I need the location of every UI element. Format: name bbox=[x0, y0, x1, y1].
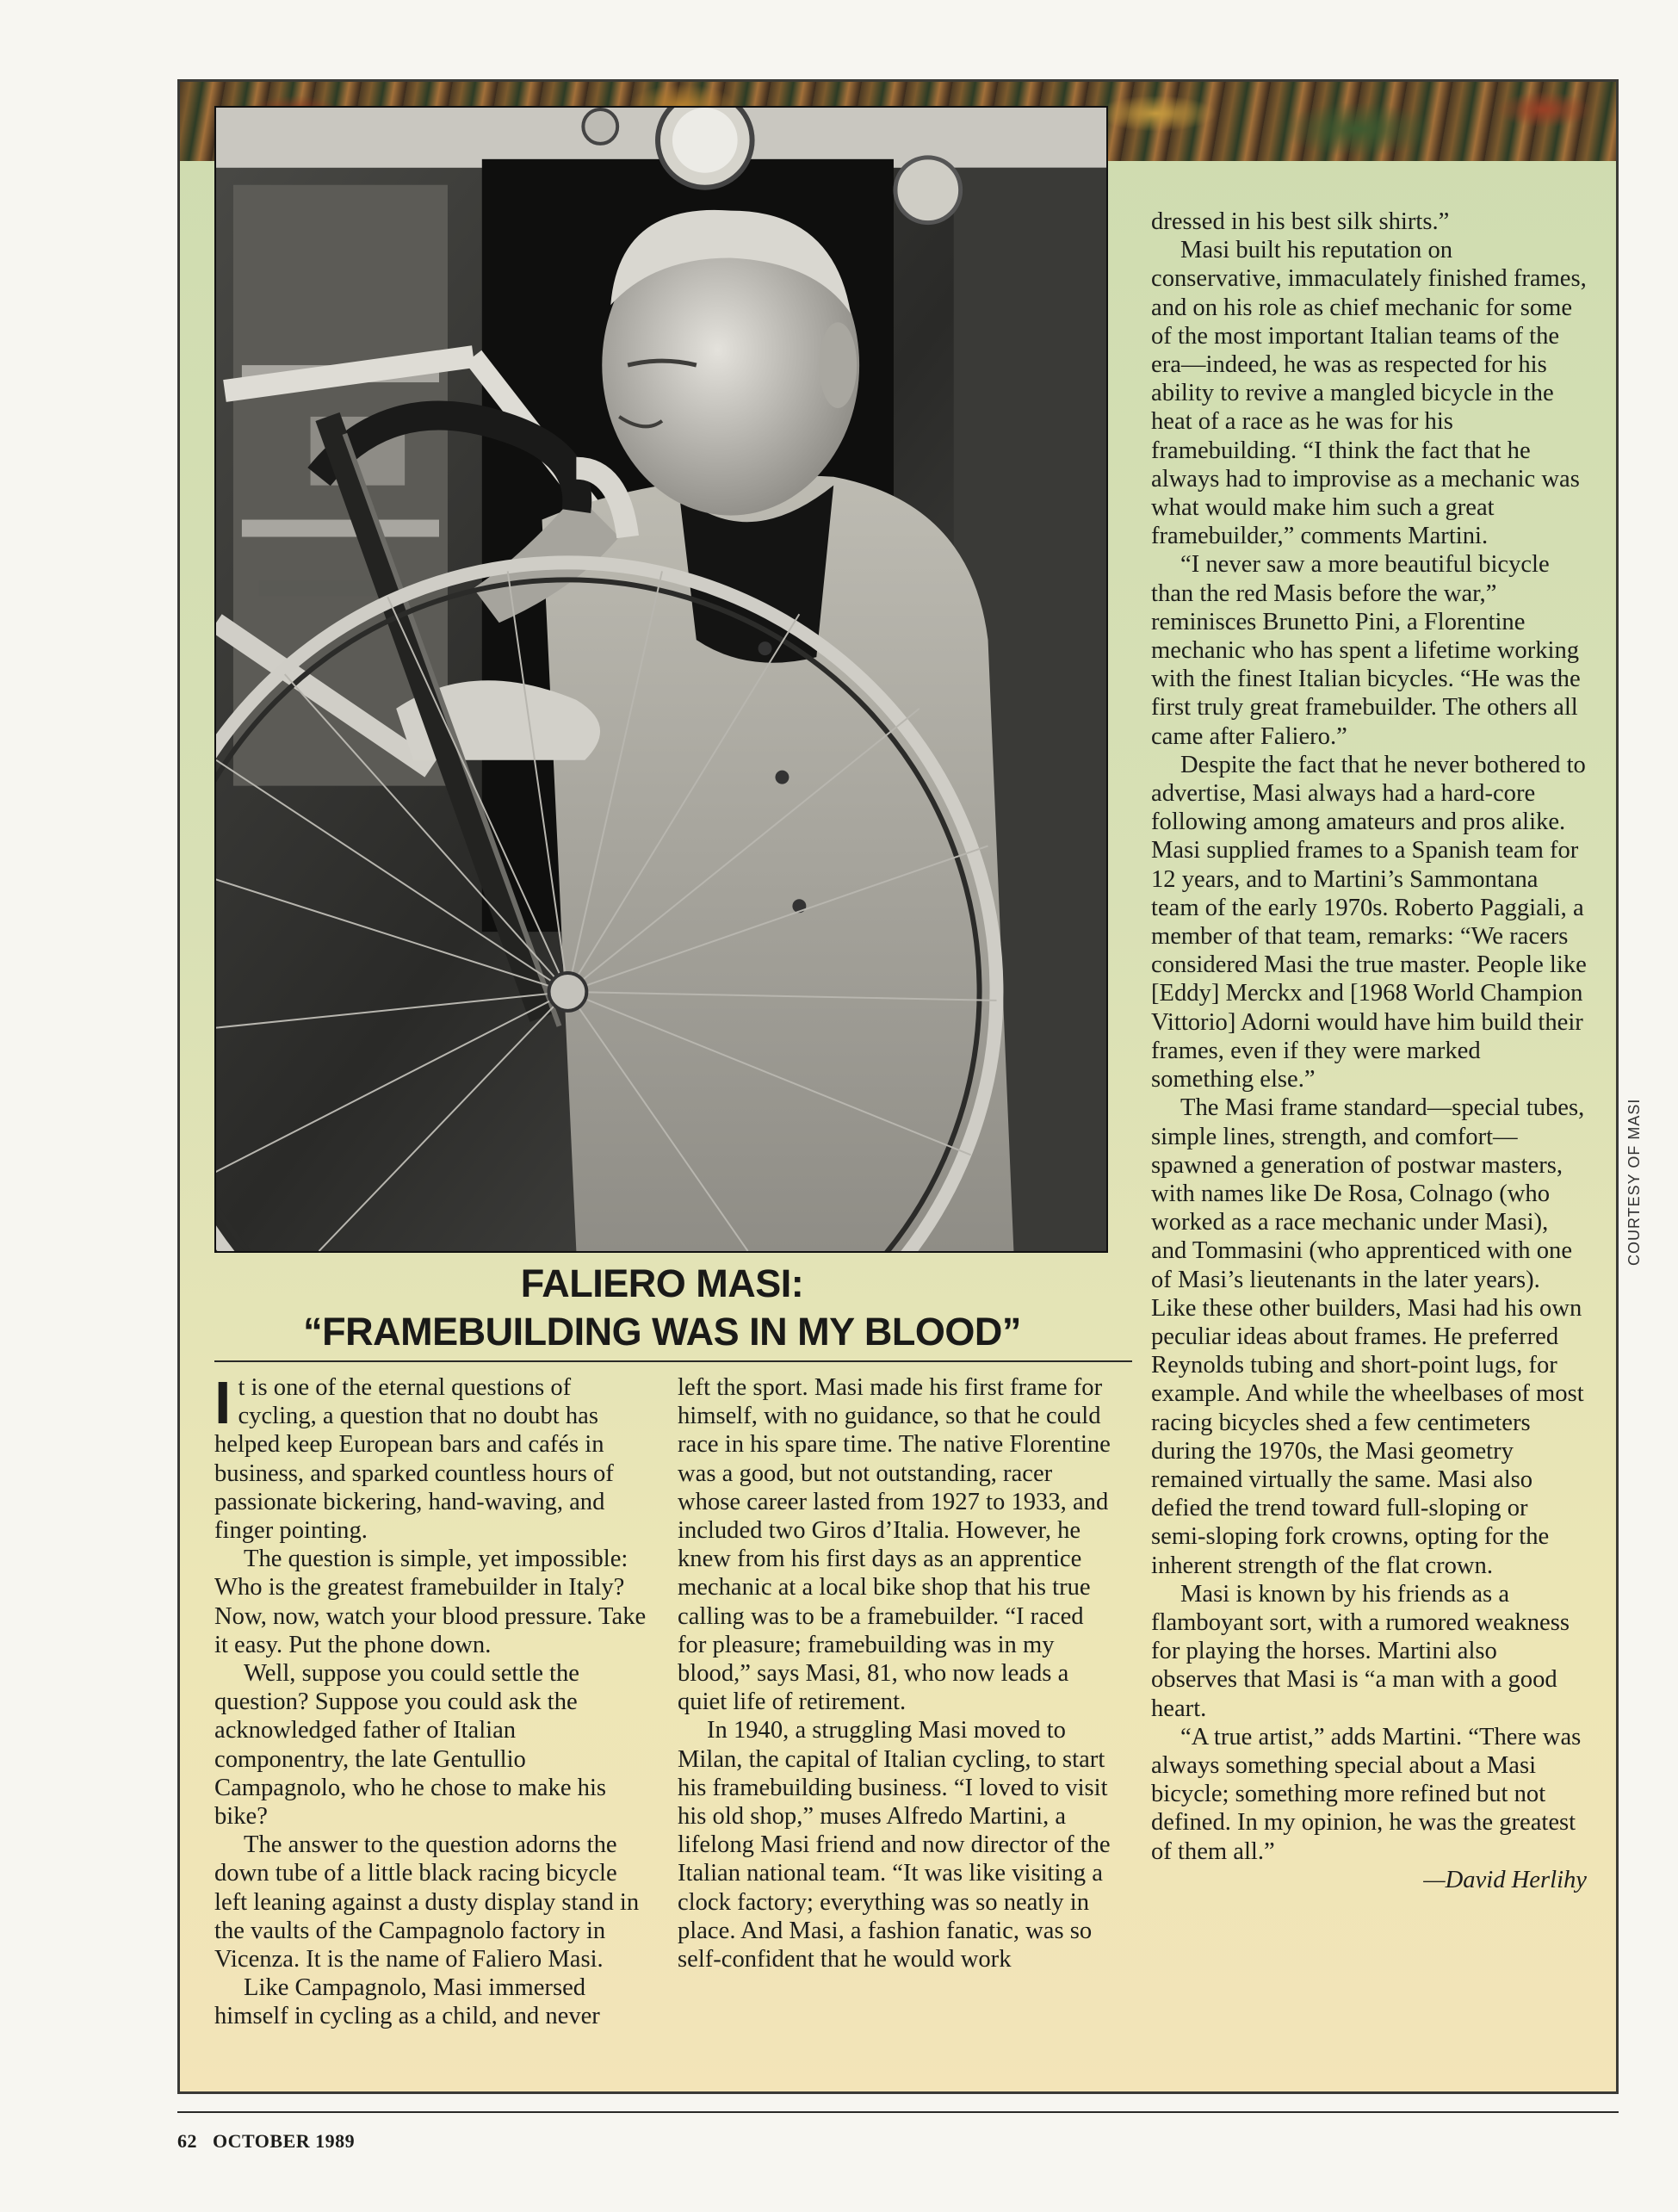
paragraph: “I never saw a more beautiful bicycle than the red Masis before the war,” reminisces Brunetto Pini, a Florentine mechanic who has spent a lifetime working with the finest Italian bicycles. “He was the first truly great framebuilder. The others all came after Faliero.” bbox=[1151, 551, 1581, 750]
photo-credit: COURTESY OF MASI bbox=[1625, 1098, 1643, 1266]
paragraph: Like Campagnolo, Masi immersed himself in cycling as a child, and never bbox=[214, 1974, 600, 2030]
photo-masi-with-bicycle bbox=[214, 106, 1108, 1253]
paragraph: t is one of the eternal questions of cycling, a question that no doubt has helped keep European bars and cafés in business, and sparked countless hours of passionate bickering, hand-waving, and finger pointing. bbox=[214, 1374, 614, 1545]
page-number: 62 bbox=[177, 2130, 197, 2152]
photo-illustration bbox=[216, 108, 1106, 1251]
paragraph: “A true artist,” adds Martini. “There was always something special about a Masi bicycle; something more refined but not defined. In my opinion, he was the greatest of them all.” bbox=[1151, 1723, 1582, 1865]
article-column-2 bbox=[678, 1373, 1113, 1973]
author-byline: —David Herlihy bbox=[1423, 1866, 1587, 1893]
paragraph: Masi built his reputation on conservative, immaculately finished frames, and on his role as chief mechanic for some of the most important Italian teams of the era—indeed, he was as respected for his ability to revive a mangled bicycle in the heat of a race as he was for his framebuilding. “I think the fact that he always had to improvise as a mechanic was what would make him such a great framebuilder,” comments Martini. bbox=[1151, 237, 1587, 550]
article-box bbox=[177, 79, 1619, 2094]
issue-date: OCTOBER 1989 bbox=[213, 2130, 356, 2152]
paragraph: Despite the fact that he never bothered to advertise, Masi always had a hard-core following among amateurs and pros alike. Masi supplied frames to a Spanish team for 12 years, and to Martini’s Sammontana team of the early 1970s. Roberto Paggiali, a member of that team, remarks: “We racers considered Masi the true master. People like [Eddy] Merckx and [1968 World Champion Vittorio] Adorni would have him build their frames, even if they were marked something else.” bbox=[1151, 751, 1587, 1094]
paragraph: dressed in his best silk shirts.” bbox=[1151, 208, 1450, 235]
paragraph: left the sport. Masi made his first frame for himself, with no guidance, so that he could race in his spare time. The native Florentine was a good, but not outstanding, racer whose career lasted from 1927 to 1933, and included two Giros d’Italia. However, he knew from his first days as an apprentice mechanic at a local bike shop that his true calling was to be a framebuilder. “I raced for pleasure; framebuilding was in my blood,” says Masi, 81, who now leads a quiet life of retirement. bbox=[678, 1374, 1111, 1716]
headline-line-1: FALIERO MASI: bbox=[520, 1261, 804, 1305]
paragraph: In 1940, a struggling Masi moved to Milan, the capital of Italian cycling, to start his framebuilding business. “I loved to visit his old shop,” muses Alfredo Martini, a lifelong Masi friend and now director of the Italian national team. “It was like visiting a clock factory; everything was so neatly in place. And Masi, a fashion fanatic, was so self-confident that he would work bbox=[678, 1717, 1111, 1973]
article-column-3 bbox=[1151, 208, 1587, 1894]
paragraph: The question is simple, yet impossible: Who is the greatest framebuilder in Italy? Now, now, watch your blood pressure. Take it easy. Put the phone down. bbox=[214, 1546, 647, 1658]
article-column-1 bbox=[214, 1369, 653, 2031]
paragraph: Masi is known by his friends as a flamboyant sort, with a rumored weakness for playing the horses. Martini also observes that Masi is “a man with a good heart. bbox=[1151, 1580, 1570, 1722]
paragraph: Well, suppose you could settle the question? Suppose you could ask the acknowledged father of Italian componentry, the late Gentullio Campagnolo, who he chose to make his bike? bbox=[214, 1660, 607, 1831]
headline-rule bbox=[214, 1360, 1132, 1362]
footer-rule bbox=[177, 2111, 1619, 2113]
article-headline bbox=[214, 1260, 1110, 1356]
page-folio bbox=[177, 2130, 370, 2153]
paragraph: The Masi frame standard—special tubes, simple lines, strength, and comfort—spawned a generation of postwar masters, with names like De Rosa, Colnago (who worked as a race mechanic under Masi), and Tommasini (who apprenticed with one of Masi’s lieutenants in the later years). Like these other builders, Masi had his own peculiar ideas about frames. He preferred Reynolds tubing and short-point lugs, for example. And while the wheelbases of most racing bicycles shed a few centimeters during the 1970s, the Masi geometry remained virtually the same. Masi also defied the trend toward full-sloping or semi-sloping fork crowns, opting for the inherent strength of the flat crown. bbox=[1151, 1094, 1585, 1579]
paragraph: The answer to the question adorns the down tube of a little black racing bicycle left leaning against a dusty display stand in the vaults of the Campagnolo factory in Vicenza. It is the name of Faliero Masi. bbox=[214, 1831, 640, 1973]
headline-line-2: “FRAMEBUILDING WAS IN MY BLOOD” bbox=[303, 1310, 1021, 1354]
drop-cap: I bbox=[214, 1369, 232, 1436]
